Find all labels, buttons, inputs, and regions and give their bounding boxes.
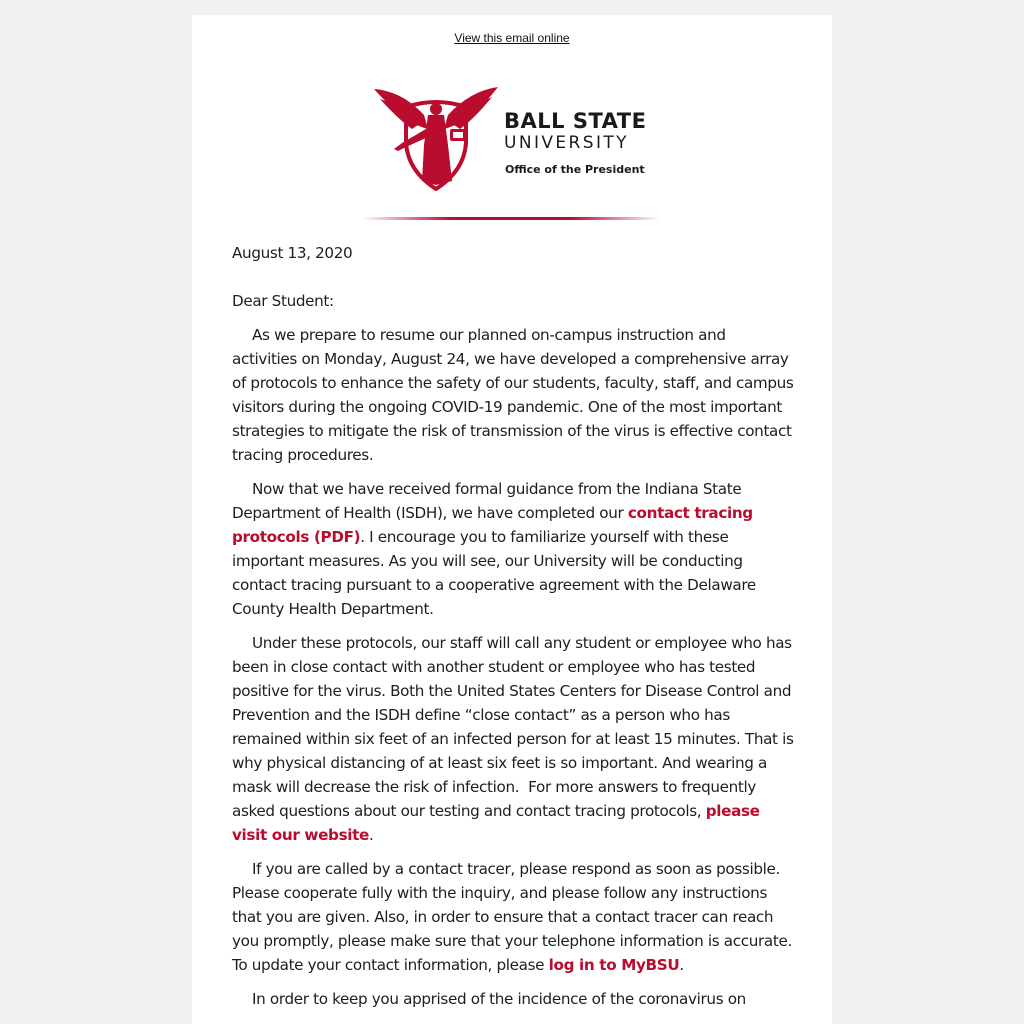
beneficence-shield-icon bbox=[372, 85, 500, 191]
paragraph-4 bbox=[232, 857, 794, 977]
paragraph-3-text: Under these protocols, our staff will call any student or employee who has been in close contact with another student or employee who has tested positive for the virus. Both the United States Centers for Disease Control and Prevention and the ISDH define “close contact” as a person who has remained within six feet of an infected person for at least 15 minutes. That is why physical distancing of at least six feet is so important. And wearing a mask will decrease the risk of infection. For more answers to frequently asked questions about our testing and contact tracing protocols, bbox=[232, 634, 794, 820]
paragraph-5: In order to keep you apprised of the incidence of the coronavirus on bbox=[252, 990, 746, 1008]
university-logo bbox=[372, 85, 662, 195]
paragraph-2-text: Now that we have received formal guidance from the Indiana State Department of Health (ISDH), we have completed our bbox=[232, 480, 742, 522]
paragraph-1: As we prepare to resume our planned on-campus instruction and activities on Monday, August 24, we have developed a comprehensive array of protocols to enhance the safety of our students, faculty, staff, and campus visitors during the ongoing COVID-19 pandemic. One of the most important strategies to mitigate the risk of transmission of the virus is effective contact tracing procedures. bbox=[232, 326, 794, 464]
letter-body bbox=[232, 241, 794, 1021]
paragraph-4-text: If you are called by a contact tracer, please respond as soon as possible. Please cooperate fully with the inquiry, and please follow any instructions that you are given. Also, in order to ensure that a contact tracer can reach you promptly, please make sure that your telephone information is accurate. To update your contact information, please bbox=[232, 860, 792, 974]
visit-website-link[interactable]: please visit our website bbox=[232, 802, 760, 844]
paragraph-4-text-end: . bbox=[679, 956, 684, 974]
header-divider bbox=[362, 217, 660, 220]
login-mybsu-link[interactable]: log in to MyBSU bbox=[548, 956, 680, 974]
logo-title: BALL STATE bbox=[504, 109, 647, 133]
view-online-link[interactable]: View this email online bbox=[454, 31, 570, 45]
paragraph-2 bbox=[232, 477, 794, 621]
paragraph-3 bbox=[232, 631, 794, 847]
paragraph-2-text-end: . I encourage you to familiarize yourself with these important measures. As you will see, our University will be conducting contact tracing pursuant to a cooperative agreement with the Delaware County Health Department. bbox=[232, 528, 756, 618]
contact-tracing-protocols-link[interactable]: contact tracing protocols (PDF) bbox=[232, 504, 753, 546]
view-online-bar bbox=[192, 31, 832, 45]
paragraph-3-text-end: . bbox=[368, 826, 374, 844]
email-container bbox=[192, 15, 832, 1024]
letter-date: August 13, 2020 bbox=[232, 244, 353, 262]
logo-office-label: Office of the President bbox=[505, 163, 645, 176]
letter-greeting: Dear Student: bbox=[232, 292, 334, 310]
logo-subtitle: UNIVERSITY bbox=[504, 133, 629, 153]
